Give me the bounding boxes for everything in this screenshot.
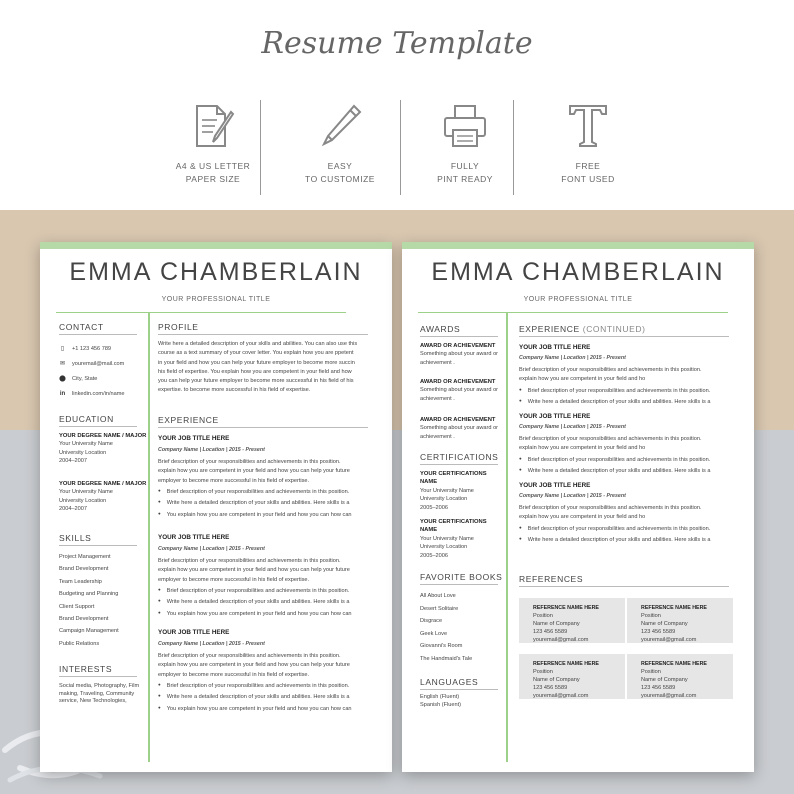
job-bullets: ● Brief description of your responsibilities and achievements in this position. ● Write here a detailed description of your skills and abilities. Here skills is a ● You explain how you are competent in your field and how you can how can: [158, 585, 378, 619]
reference-card: REFERENCE NAME HERE Position Name of Company 123 456 5589 youremail@gmail.com: [627, 654, 733, 699]
accent-bar: [40, 242, 392, 249]
section-rule: [420, 689, 498, 690]
job-meta: Company Name | Location | 2015 - Present: [158, 546, 265, 552]
section-rule: [158, 427, 368, 428]
professional-title: YOUR PROFESSIONAL TITLE: [523, 296, 633, 303]
books-heading: FAVORITE BOOKS: [420, 572, 503, 582]
job-bullets: ● Brief description of your responsibilities and achievements in this position. ● Write here a detailed description of your skills and abilities. Here skills is a ● You explain how you are competent in your field and how you can how can: [158, 680, 378, 714]
section-rule: [519, 586, 729, 587]
experience-heading: EXPERIENCE (CONTINUED): [519, 324, 646, 334]
experience-heading: EXPERIENCE: [158, 415, 219, 425]
feature-print-ready: [400, 100, 530, 186]
contact-phone: ▯ +1 123 456 789: [59, 342, 125, 357]
job-bullets: ● Brief description of your responsibilities and achievements in this position. ● Write here a detailed description of your skills and abilities. Here skills is a ● You explain how you are competent in your field and how you can how can: [158, 486, 378, 520]
location-icon: ⬤: [59, 376, 66, 382]
contact-location: ⬤ City, State: [59, 372, 125, 387]
job-description: Brief description of your responsibilities and achievements in this position. explain how you are competent in your field and how you can help your future employer to become more successful in his field of expertise.: [158, 459, 350, 484]
profile-text: Write here a detailed description of your skills and abilities. You can also use this course as a text summary of your cover letter. You explain how you are ppetent in your field and how you can help your future employer to become more succin his field of expertise. You explain how you are competent in your field and how you can help your future employer to become more successful in his field of his expertise. to become more successful in his field of expertise.: [158, 341, 358, 394]
job-title: YOUR JOB TITLE HERE: [519, 482, 591, 489]
job-description: Brief description of your responsibilities and achievements in this position. explain how you are competent in your field and ho: [519, 367, 702, 383]
job-title: YOUR JOB TITLE HERE: [519, 413, 591, 420]
education-entry: YOUR DEGREE NAME / MAJOR Your University Name University Location 2004–2007: [59, 481, 147, 513]
document-pen-icon: [187, 100, 239, 152]
job-description: Brief description of your responsibilities and achievements in this position. explain how you are competent in your field and ho: [519, 505, 702, 521]
feature-divider: [513, 100, 514, 195]
job-title: YOUR JOB TITLE HERE: [158, 534, 230, 541]
column-divider: [506, 312, 508, 762]
job-description: Brief description of your responsibilities and achievements in this position. explain how you are competent in your field and how you can help your future employer to become more successful in his field of expertise.: [158, 558, 350, 583]
feature-line1: FULLY: [450, 161, 480, 171]
contact-email: ✉ youremail@mail.com: [59, 357, 125, 372]
job-title: YOUR JOB TITLE HERE: [519, 344, 591, 351]
contact-heading: CONTACT: [59, 322, 104, 332]
certification-entry: YOUR CERTIFICATIONS NAME Your University Name University Location 2005–2006: [420, 519, 487, 559]
feature-line1: FREE: [575, 161, 601, 171]
section-rule: [519, 336, 729, 337]
job-meta: Company Name | Location | 2015 - Present: [519, 493, 626, 499]
references-heading: REFERENCES: [519, 574, 584, 584]
awards-heading: AWARDS: [420, 324, 461, 334]
books-list: All About Love Desert Solitaire Disgrace Geek Love Giovanni's Room The Handmaid's Tale: [420, 593, 473, 662]
certification-entry: YOUR CERTIFICATIONS NAME Your University Name University Location 2005–2006: [420, 471, 487, 511]
resume-name: EMMA CHAMBERLAIN: [69, 258, 363, 286]
phone-icon: ▯: [60, 346, 65, 352]
section-rule: [59, 676, 137, 677]
job-bullets: ● Brief description of your responsibilities and achievements in this position. ● Write here a detailed description of your skills and abilities. Here skills is a: [519, 385, 741, 408]
section-rule: [158, 334, 368, 335]
job-title: YOUR JOB TITLE HERE: [158, 435, 230, 442]
job-meta: Company Name | Location | 2015 - Present: [158, 641, 265, 647]
job-meta: Company Name | Location | 2015 - Present: [519, 424, 626, 430]
font-t-icon: [562, 100, 614, 152]
feature-line2: PAPER SIZE: [185, 174, 241, 184]
contact-linkedin: in linkedin.com/in/name: [59, 387, 125, 402]
reference-card: REFERENCE NAME HERE Position Name of Company 123 456 5589 youremail@gmail.com: [519, 654, 625, 699]
job-bullets: ● Brief description of your responsibilities and achievements in this position. ● Write here a detailed description of your skills and abilities. Here skills is a: [519, 523, 741, 546]
feature-line2: PINT READY: [437, 174, 493, 184]
award-entry: AWARD OR ACHIEVEMENT Something about your award or achievement .: [420, 379, 499, 402]
award-entry: AWARD OR ACHIEVEMENT Something about your award or achievement .: [420, 417, 499, 440]
skills-list: Project Management Brand Development Team Leadership Budgeting and Planning Client Support Brand Development Campaign Management Public Relations: [59, 554, 119, 647]
profile-heading: PROFILE: [158, 322, 199, 332]
feature-line2: TO CUSTOMIZE: [305, 174, 375, 184]
feature-line2: FONT USED: [561, 174, 615, 184]
job-description: Brief description of your responsibilities and achievements in this position. explain how you are competent in your field and ho: [519, 436, 702, 452]
languages-list: English (Fluent) Spanish (Fluent): [420, 694, 462, 708]
feature-line1: EASY: [327, 161, 353, 171]
section-rule: [59, 426, 137, 427]
mail-icon: ✉: [59, 361, 66, 367]
certifications-heading: CERTIFICATIONS: [420, 452, 499, 462]
resume-page-1: [40, 242, 392, 772]
accent-bar: [402, 242, 754, 249]
section-rule: [420, 464, 498, 465]
professional-title: YOUR PROFESSIONAL TITLE: [161, 296, 271, 303]
job-title: YOUR JOB TITLE HERE: [158, 629, 230, 636]
job-bullets: ● Brief description of your responsibilities and achievements in this position. ● Write here a detailed description of your skills and abilities. Here skills is a: [519, 454, 741, 477]
section-rule: [59, 545, 137, 546]
reference-card: REFERENCE NAME HERE Position Name of Company 123 456 5589 youremail@gmail.com: [627, 598, 733, 643]
job-meta: Company Name | Location | 2015 - Present: [158, 447, 265, 453]
contact-list: [59, 342, 125, 402]
education-entry: YOUR DEGREE NAME / MAJOR Your University Name University Location 2004–2007: [59, 433, 147, 465]
reference-card: REFERENCE NAME HERE Position Name of Company 123 456 5589 youremail@gmail.com: [519, 598, 625, 643]
section-rule: [420, 584, 498, 585]
header-rule: [418, 312, 728, 313]
feature-font: [523, 100, 653, 186]
interests-text: Social media, Photography, Film making, Traveling, Community service, New Technologies,: [59, 683, 140, 704]
feature-customize: [275, 100, 405, 186]
job-description: Brief description of your responsibilities and achievements in this position. explain how you are competent in your field and how you can help your future employer to become more successful in his field of expertise.: [158, 653, 350, 678]
interests-heading: INTERESTS: [59, 664, 113, 674]
header-rule: [56, 312, 346, 313]
section-rule: [420, 336, 498, 337]
pen-icon: [314, 100, 366, 152]
feature-line1: A4 & US LETTER: [175, 161, 251, 171]
resume-name: EMMA CHAMBERLAIN: [431, 258, 725, 286]
skills-heading: SKILLS: [59, 533, 92, 543]
education-heading: EDUCATION: [59, 414, 114, 424]
column-divider: [148, 312, 150, 762]
award-entry: AWARD OR ACHIEVEMENT Something about your award or achievement .: [420, 343, 499, 366]
feature-divider: [260, 100, 261, 195]
resume-page-2: [402, 242, 754, 772]
section-rule: [59, 334, 137, 335]
languages-heading: LANGUAGES: [420, 677, 479, 687]
banner-title: Resume Template: [261, 26, 533, 61]
linkedin-icon: in: [59, 391, 66, 397]
printer-icon: [439, 100, 491, 152]
job-meta: Company Name | Location | 2015 - Present: [519, 355, 626, 361]
feature-paper-size: [148, 100, 278, 186]
